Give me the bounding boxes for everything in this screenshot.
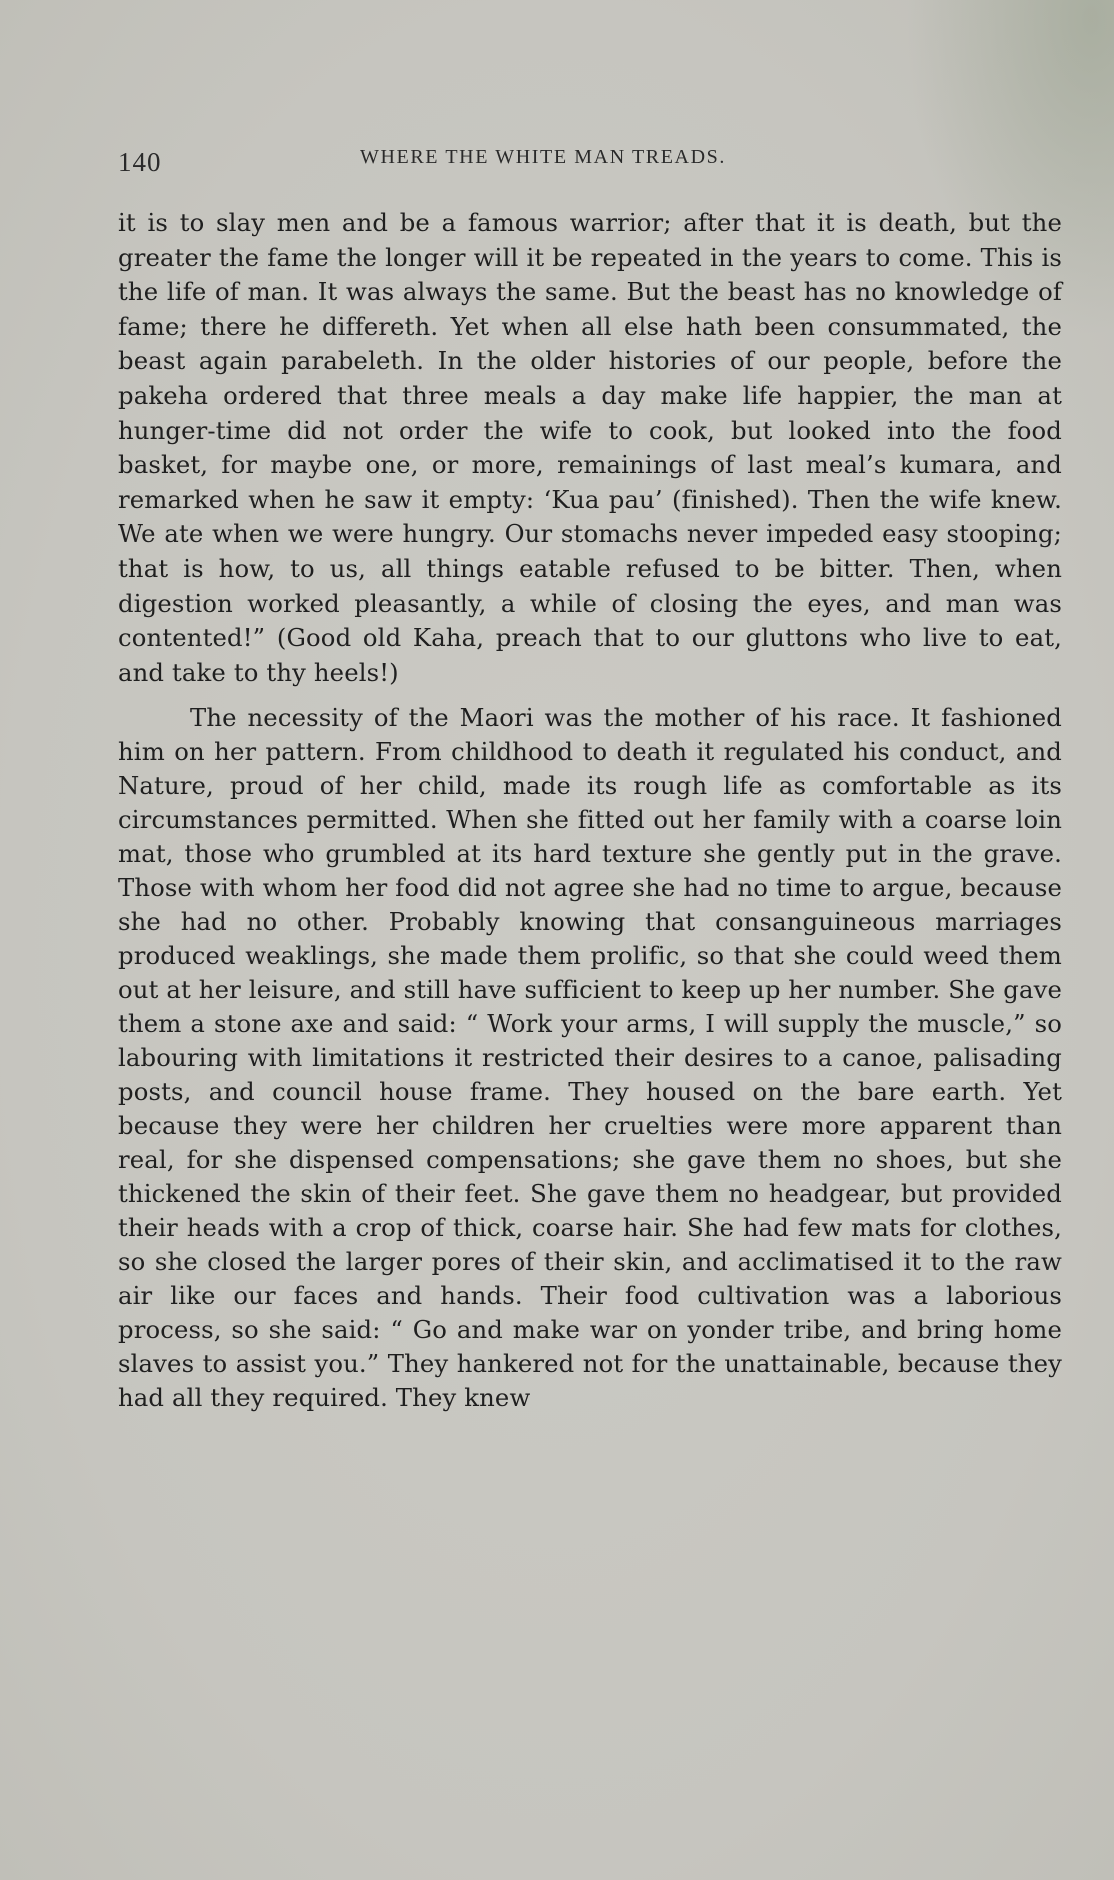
page-header [118, 143, 1062, 183]
paragraph: The necessity of the Maori was the mother of his race. It fashioned him on her pattern. From childhood to death it regulated his conduct, and Nature, proud of her child, made its rough life as comfortable as its circumstances permitted. When she fitted out her family with a coarse loin mat, those who grumbled at its hard texture she gently put in the grave. Those with whom her food did not agree she had no time to argue, because she had no other. Probably knowing that consanguineous marriages produced weaklings, she made them prolific, so that she could weed them out at her leisure, and still have sufficient to keep up her number. She gave them a stone axe and said: “ Work your arms, I will supply the muscle,” so labouring with limitations it restricted their desires to a canoe, palisading posts, and council house frame. They housed on the bare earth. Yet because they were her children her cruelties were more apparent than real, for she dispensed compensations; she gave them no shoes, but she thickened the skin of their feet. She gave them no headgear, but provided their heads with a crop of thick, coarse hair. She had few mats for clothes, so she closed the larger pores of their skin, and acclimatised it to the raw air like our faces and hands. Their food cultivation was a laborious process, so she said: “ Go and make war on yonder tribe, and bring home slaves to assist you.” They hankered not for the unattainable, because they had all they required. They knew [118, 703, 1062, 1413]
running-title: WHERE THE WHITE MAN TREADS. [360, 146, 726, 168]
body-text [118, 206, 1062, 1415]
page-number: 140 [118, 147, 162, 177]
paragraph: it is to slay men and be a famous warrior; after that it is death, but the greater the fame the longer will it be repeated in the years to come. This is the life of man. It was always the same. But the beast has no knowledge of fame; there he differeth. Yet when all else hath been consummated, the beast again parabeleth. In the older histories of our people, before the pakeha ordered that three meals a day make life happier, the man at hunger-time did not order the wife to cook, but looked into the food basket, for maybe one, or more, remainings of last meal’s kumara, and remarked when he saw it empty: ‘Kua pau’ (finished). Then the wife knew. We ate when we were hungry. Our stomachs never impeded easy stooping; that is how, to us, all things eatable refused to be bitter. Then, when digestion worked pleasantly, a while of closing the eyes, and man was contented!” (Good old Kaha, preach that to our gluttons who live to eat, and take to thy heels!) [118, 208, 1062, 687]
